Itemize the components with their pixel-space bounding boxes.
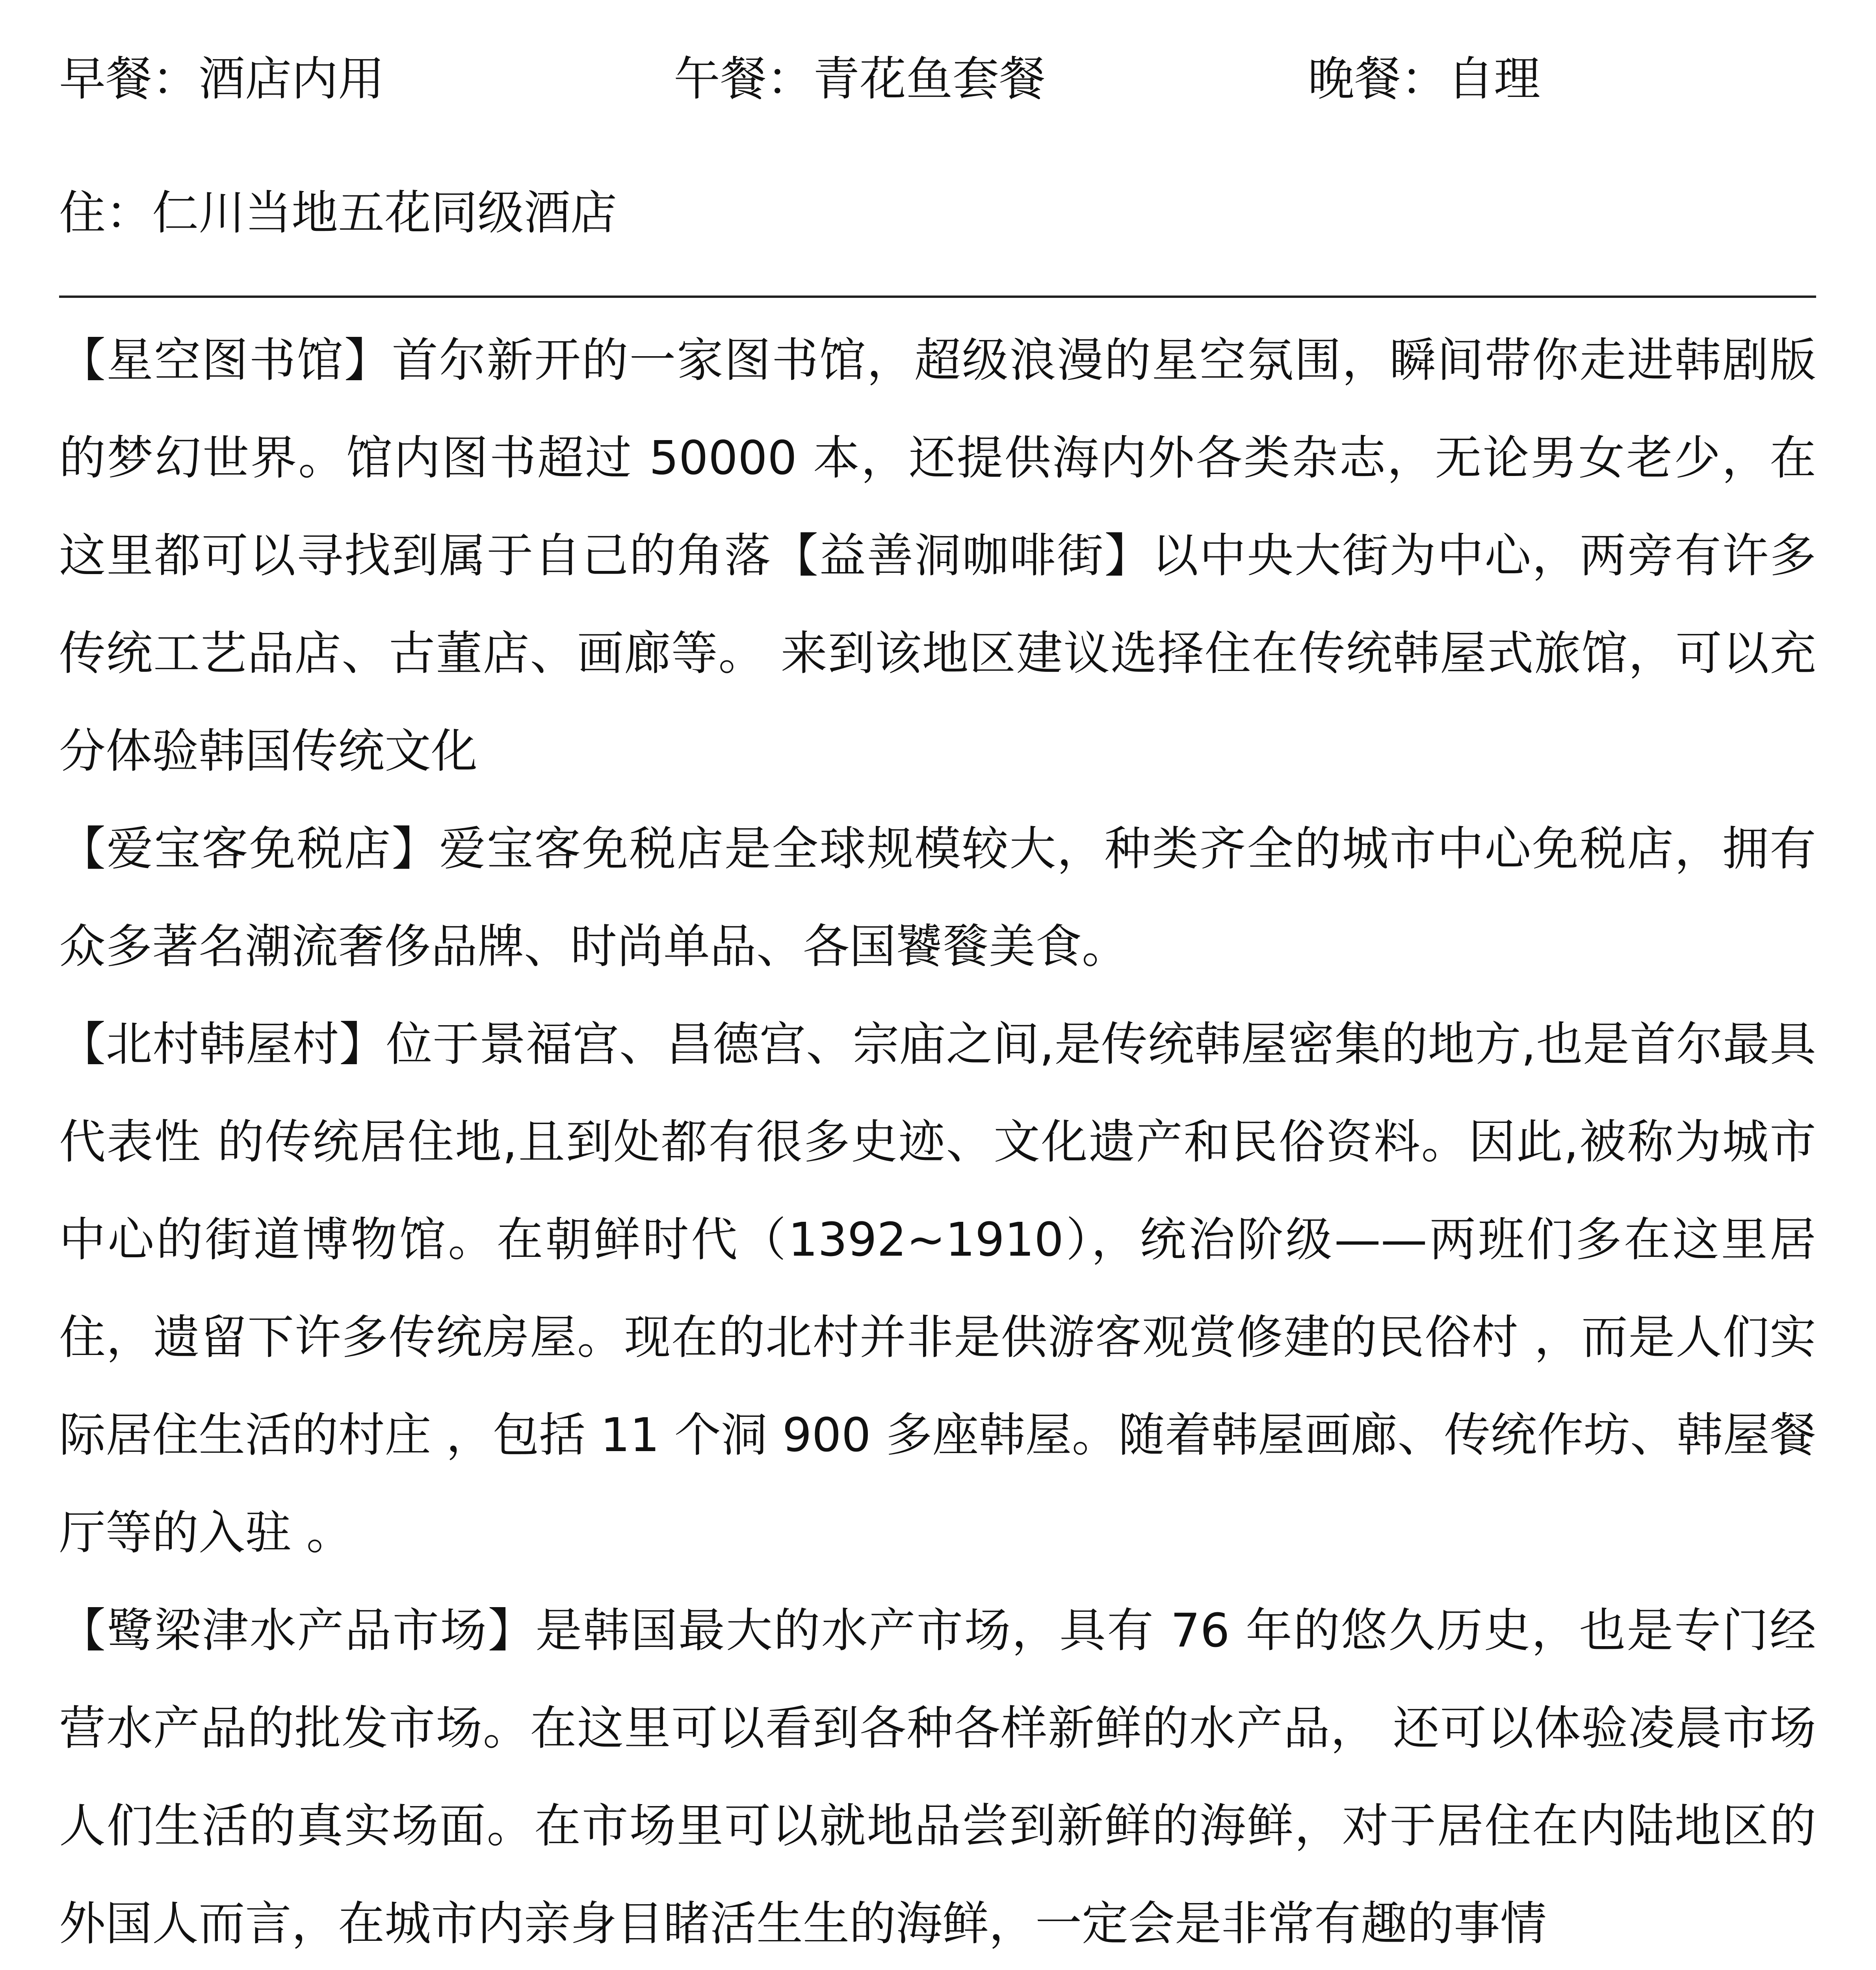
day3-breakfast: 早餐：酒店内用 [59,52,385,106]
paragraph-fish-market: 【鹭梁津水产品市场】是韩国最大的水产市场，具有 76 年的悠久历史，也是专门经营水产品的批发市场。在这里可以看到各种各样新鲜的水产品， 还可以体验凌晨市场人们生活的真实场面。在市场里可以就地品尝到新鲜的海鲜，对于居住在内陆地区的外国人而言，在城市内亲身目睹活生生的海鲜，一定会是非常有趣的事情 [59,1603,1816,1951]
day3-lodging: 住：仁川当地五花同级酒店 [59,186,617,240]
section-divider [59,296,1816,298]
paragraph-bukchon: 【北村韩屋村】位于景福宫、昌德宫、宗庙之间,是传统韩屋密集的地方,也是首尔最具代表性 的传统居住地,且到处都有很多史迹、文化遗产和民俗资料。因此,被称为城市中心的街道博物馆。在朝鲜时代（1392~1910），统治阶级——两班们多在这里居住，遗留下许多传统房屋。现在的北村并非是供游客观赏修建的民俗村 ，而是人们实际居住生活的村庄 ，包括 11 个洞 900 多座韩屋。随着韩屋画廊、传统作坊、韩屋餐厅等的入驻 。 [59,1017,1816,1560]
day3-lunch: 午餐：青花鱼套餐 [674,52,1046,106]
day3-dinner: 晚餐：自理 [1308,52,1541,106]
paragraph-starry-library: 【星空图书馆】首尔新开的一家图书馆，超级浪漫的星空氛围，瞬间带你走进韩剧版的梦幻世界。馆内图书超过 50000 本，还提供海内外各类杂志，无论男女老少，在这里都可以寻找到属于自己的角落【益善洞咖啡街】以中央大街为中心，两旁有许多传统工艺品店、古董店、画廊等。 来到该地区建议选择住在传统韩屋式旅馆，可以充分体验韩国传统文化 [59,333,1816,778]
paragraph-duty-free: 【爱宝客免税店】爱宝客免税店是全球规模较大，种类齐全的城市中心免税店，拥有众多著名潮流奢侈品牌、时尚单品、各国饕餮美食。 [59,821,1816,974]
attractions-text [59,311,1816,1970]
day3-meal-row [59,39,1816,118]
